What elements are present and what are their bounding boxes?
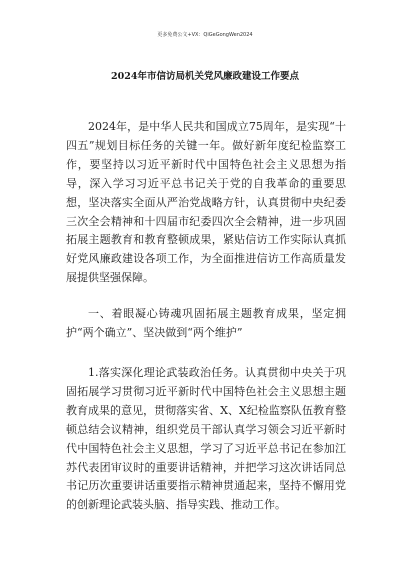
header-note: 更多免费公文+VX：QiGeGongWen2024 [157,32,253,38]
document-title: 2024年市信访局机关党风廉政建设工作要点 [111,71,299,82]
section-heading-1: 一、着眼凝心铸魂巩固拓展主题教育成果，坚定拥护“两个确立”、坚决做到“两个维护” [66,307,346,339]
item-paragraph-1: 1.落实深化理论武装政治任务。认真贯彻中央关于巩固拓展学习贯彻习近平新时代中国特色社会主义思想主题教育成果的意见，贯彻落实省、X、X纪检监察队伍教育整顿总结会议精神，组织党员干部认真学习领会习近平新时代中国特色社会主义思想，学习了习近平总书记在参加江苏代表团审议时的重要讲话精神，并把学习这次讲话同总书记历次重要讲话重要指示精神贯通起来，坚持不懈用党的创新理论武装头脑、指导实践、推动工作。 [66,366,346,512]
intro-paragraph: 2024年，是中华人民共和国成立75周年，是实现“十四五”规划目标任务的关键一年。做好新年度纪检监察工作，要坚持以习近平新时代中国特色社会主义思想为指导，深入学习习近平总书记关于党的自我革命的重要思想，坚决落实全面从严治党战略方针，认真贯彻中央纪委三次全会精神和十四届市纪委四次全会精神，进一步巩固拓展主题教育和教育整顿成果，紧贴信访工作实际认真抓好党风廉政建设各项工作，为全面推进信访工作高质量发展提供坚强保障。 [66,120,346,285]
